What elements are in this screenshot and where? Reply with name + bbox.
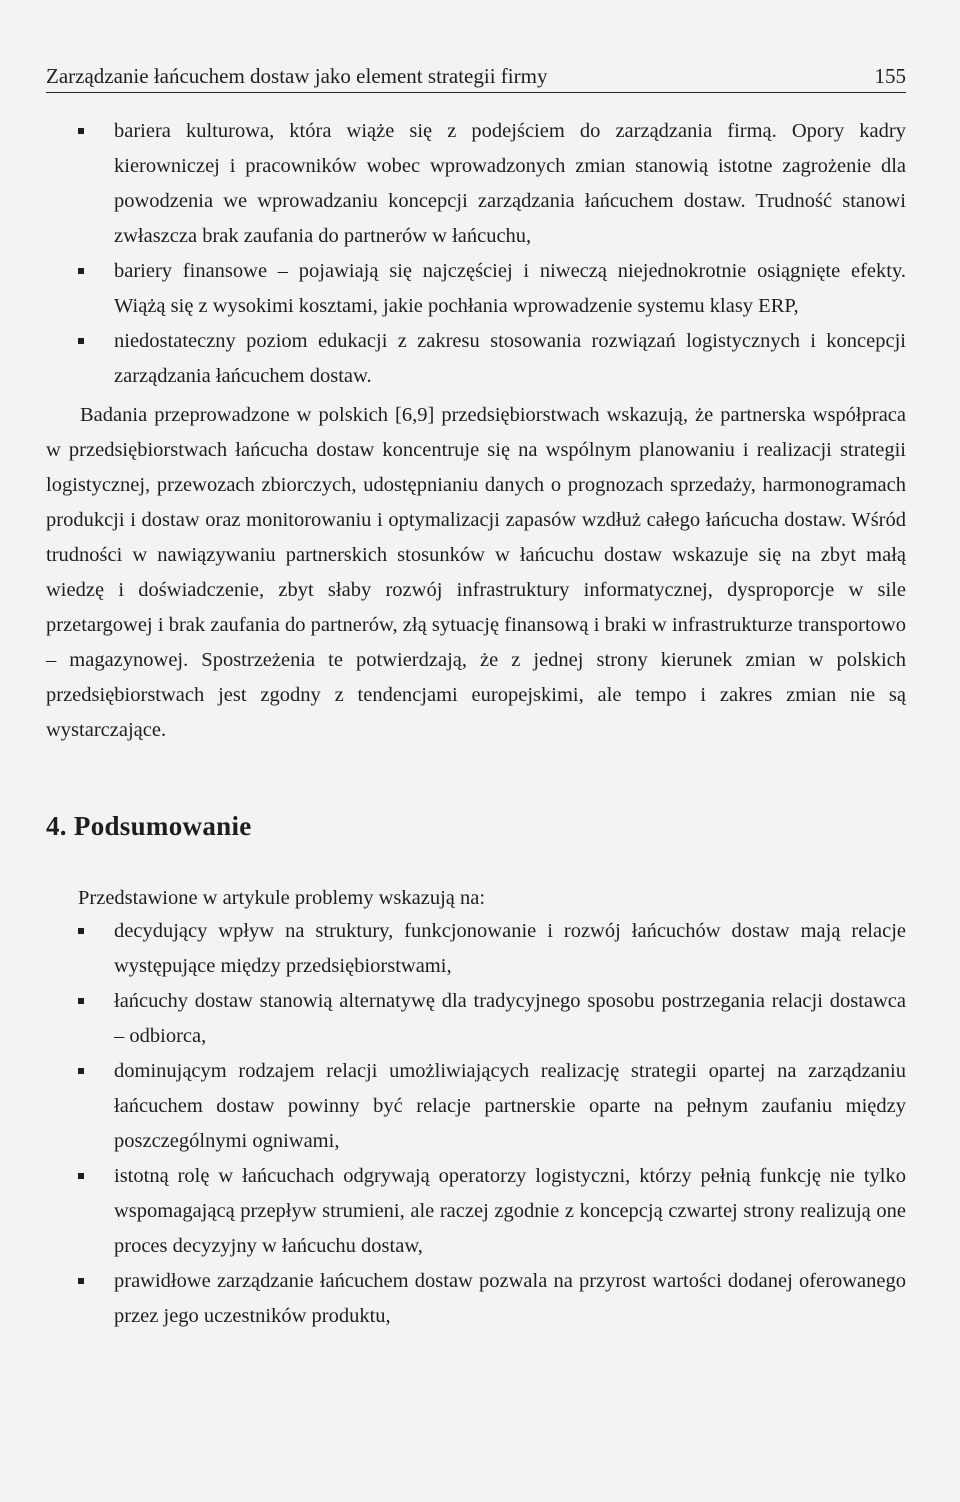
section-intro: Przedstawione w artykule problemy wskazują na: — [78, 887, 486, 909]
square-bullet-icon — [78, 1278, 84, 1284]
list-item — [78, 984, 906, 1054]
list-item — [78, 324, 906, 394]
list-item-text: łańcuchy dostaw stanowią alternatywę dla tradycyjnego sposobu postrzegania relacji dostawca – odbiorca, — [114, 990, 906, 1047]
list-item-text: decydujący wpływ na struktury, funkcjonowanie i rozwój łańcuchów dostaw mają relacje występujące między przedsiębiorstwami, — [114, 920, 906, 977]
list-item — [78, 914, 906, 984]
list-item-text: bariera kulturowa, która wiąże się z podejściem do zarządzania firmą. Opory kadry kierowniczej i pracowników wobec wprowadzonych zmian stanowią istotne zagrożenie dla powodzenia we wprowadzaniu koncepcji zarządzania łańcuchem dostaw. Trudność stanowi zwłaszcza brak zaufania do partnerów w łańcuchu, — [114, 120, 906, 247]
list-item — [78, 1159, 906, 1264]
list-item — [78, 254, 906, 324]
list-item-text: dominującym rodzajem relacji umożliwiających realizację strategii opartej na zarządzaniu łańcuchem dostaw powinny być relacje partnerskie oparte na pełnym zaufaniu między poszczególnymi ogniwami, — [114, 1060, 906, 1152]
section-heading: 4. Podsumowanie — [46, 811, 252, 841]
list-item-text: bariery finansowe – pojawiają się najczęściej i niweczą niejednokrotnie osiągnięte efekty. Wiążą się z wysokimi kosztami, jakie pochłania wprowadzenie systemu klasy ERP, — [114, 260, 906, 317]
square-bullet-icon — [78, 928, 84, 934]
list-item-text: istotną rolę w łańcuchach odgrywają operatorzy logistyczni, którzy pełnią funkcję nie tylko wspomagającą przepływ strumieni, ale raczej zgodnie z koncepcją czwartej strony realizują one proces decyzyjny w łańcuchu dostaw, — [114, 1165, 906, 1257]
square-bullet-icon — [78, 128, 84, 134]
barriers-list — [78, 114, 906, 394]
running-header — [46, 64, 906, 93]
list-item — [78, 114, 906, 254]
list-item — [78, 1264, 906, 1334]
running-title: Zarządzanie łańcuchem dostaw jako element strategii firmy — [46, 64, 548, 88]
list-item-text: niedostateczny poziom edukacji z zakresu stosowania rozwiązań logistycznych i koncepcji zarządzania łańcuchem dostaw. — [114, 330, 906, 387]
square-bullet-icon — [78, 338, 84, 344]
square-bullet-icon — [78, 998, 84, 1004]
square-bullet-icon — [78, 1173, 84, 1179]
page-number: 155 — [874, 64, 906, 88]
list-item — [78, 1054, 906, 1159]
square-bullet-icon — [78, 268, 84, 274]
square-bullet-icon — [78, 1068, 84, 1074]
conclusions-list — [78, 914, 906, 1334]
list-item-text: prawidłowe zarządzanie łańcuchem dostaw pozwala na przyrost wartości dodanej oferowanego przez jego uczestników produktu, — [114, 1270, 906, 1327]
body-paragraph: Badania przeprowadzone w polskich [6,9] przedsiębiorstwach wskazują, że partnerska współpraca w przedsiębiorstwach łańcucha dostaw koncentruje się na wspólnym planowaniu i realizacji strategii logistycznej, przewozach zbiorczych, udostępnianiu danych o prognozach sprzedaży, harmonogramach produkcji i dostaw oraz monitorowaniu i optymalizacji zapasów wzdłuż całego łańcucha dostaw. Wśród trudności w nawiązywaniu partnerskich stosunków w łańcuchu dostaw wskazuje się na zbyt małą wiedzę i doświadczenie, zbyt słaby rozwój infrastruktury informatycznej, dysproporcje w sile przetargowej i brak zaufania do partnerów, złą sytuację finansową i braki w infrastrukturze transportowo – magazynowej. Spostrzeżenia te potwierdzają, że z jednej strony kierunek zmian w polskich przedsiębiorstwach jest zgodny z tendencjami europejskimi, ale tempo i zakres zmian nie są wystarczające. — [46, 404, 906, 741]
